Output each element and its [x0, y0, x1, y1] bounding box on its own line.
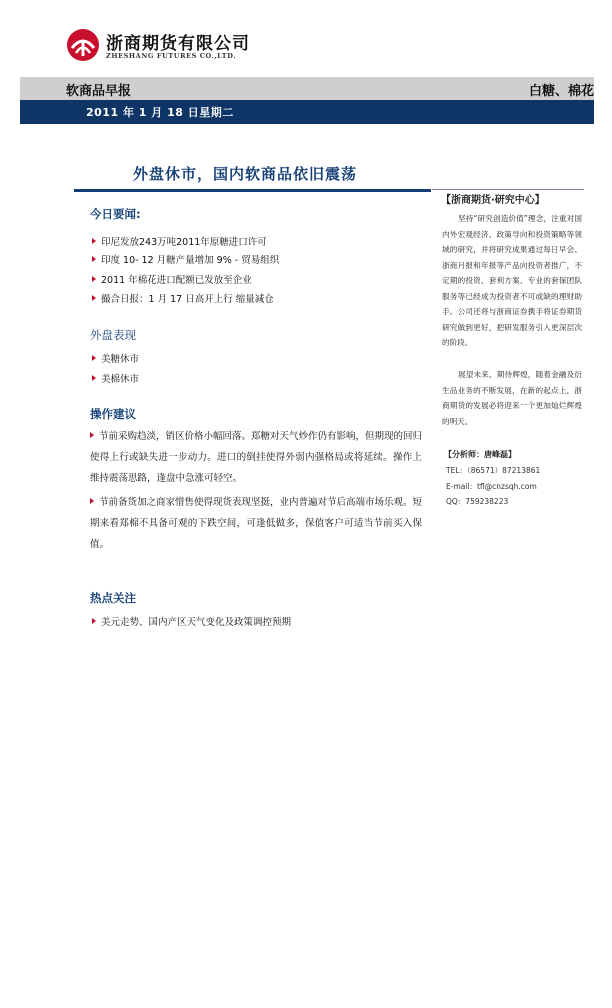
bullet-arrow-icon — [92, 238, 96, 244]
commodity-label: 白糖、棉花 — [528, 84, 594, 99]
contact-phone: TEL：（86571）87213861 — [446, 466, 541, 475]
analyst-label: 【分析师：唐峰磊】 — [444, 450, 516, 459]
news-item: 印尼发放243万吨2011年原糖进口许可 — [92, 234, 267, 248]
bullet-arrow-icon — [92, 618, 96, 624]
bullet-arrow-icon — [92, 355, 96, 361]
bullet-arrow-icon — [90, 498, 94, 504]
sidebar-title: 【浙商期货·研究中心】 — [441, 195, 545, 206]
company-name-cn: 浙商期货有限公司 — [106, 34, 250, 54]
bullet-arrow-icon — [92, 375, 96, 381]
advice-paragraph: 节前备货加之商家惜售使得现货表现坚挺，业内普遍对节后高端市场乐观。短期来看郑棉不具备可观的下跌空间，可逢低做多，保值客户可适当节前买入保值。 — [90, 497, 423, 550]
news-item: 撮合日报：1 月 17 日高开上行 缩量减仓 — [92, 291, 274, 305]
bullet-arrow-icon — [92, 295, 96, 301]
title-divider — [74, 189, 431, 192]
news-item: 2011 年棉花进口配额已发放至企业 — [92, 272, 252, 286]
bullet-arrow-icon — [90, 432, 94, 438]
overseas-section-title: 外盘表现 — [90, 328, 136, 342]
bullet-arrow-icon — [92, 276, 96, 282]
advice-section-title: 操作建议 — [90, 407, 136, 421]
report-date: 2011 年 1 月 18 日星期二 — [86, 106, 234, 119]
overseas-item: 美棉休市 — [92, 371, 139, 385]
overseas-item: 美糖休市 — [92, 351, 139, 365]
contact-email[interactable]: E-mail：tfl@cnzsqh.com — [446, 482, 537, 491]
focus-section-title: 热点关注 — [90, 591, 136, 605]
contact-qq: QQ：759238223 — [446, 497, 509, 506]
sidebar-divider — [432, 189, 584, 190]
company-name-en: ZHESHANG FUTURES CO.,LTD. — [106, 52, 237, 60]
company-logo — [66, 28, 250, 68]
news-item: 印度 10- 12 月糖产量增加 9% - 贸易组织 — [92, 252, 279, 266]
news-section-title: 今日要闻: — [90, 207, 141, 221]
focus-item: 美元走势、国内产区天气变化及政策调控预期 — [92, 614, 291, 628]
sidebar-intro-paragraph: 坚持“研究创造价值”理念，注重对国内外宏观经济、政策导向和投资策略等领域的研究，并将研究成果通过每日早会、浙商月报和年报等产品向投资者推广，不定期的投资、套利方案、专业的套保团队服务等已经成为投资者不可或缺的理财助手。公司还将与浙商证券携手将证券期货研究做到更好，把研发服务引入更深层次的阶段。 — [442, 214, 582, 347]
page-title: 外盘休市，国内软商品依旧震荡 — [133, 165, 358, 183]
company-logo-icon — [66, 28, 100, 62]
advice-paragraph: 节前采购趋淡，销区价格小幅回落。郑糖对天气炒作仍有影响，但期现的回归使得上行或缺失进一步动力。进口的倒挂使得外弱内强格局或将延续。操作上维持震荡思路，逢盘中急涨可轻空。 — [90, 431, 423, 484]
sidebar-outlook-paragraph: 展望未来、期待辉煌，随着金融及衍生品业务的不断发展，在新的起点上，浙商期货的发展必将迎来一个更加灿烂辉煌的明天。 — [442, 370, 582, 426]
bullet-arrow-icon — [92, 256, 96, 262]
report-type: 软商品早报 — [66, 84, 132, 99]
